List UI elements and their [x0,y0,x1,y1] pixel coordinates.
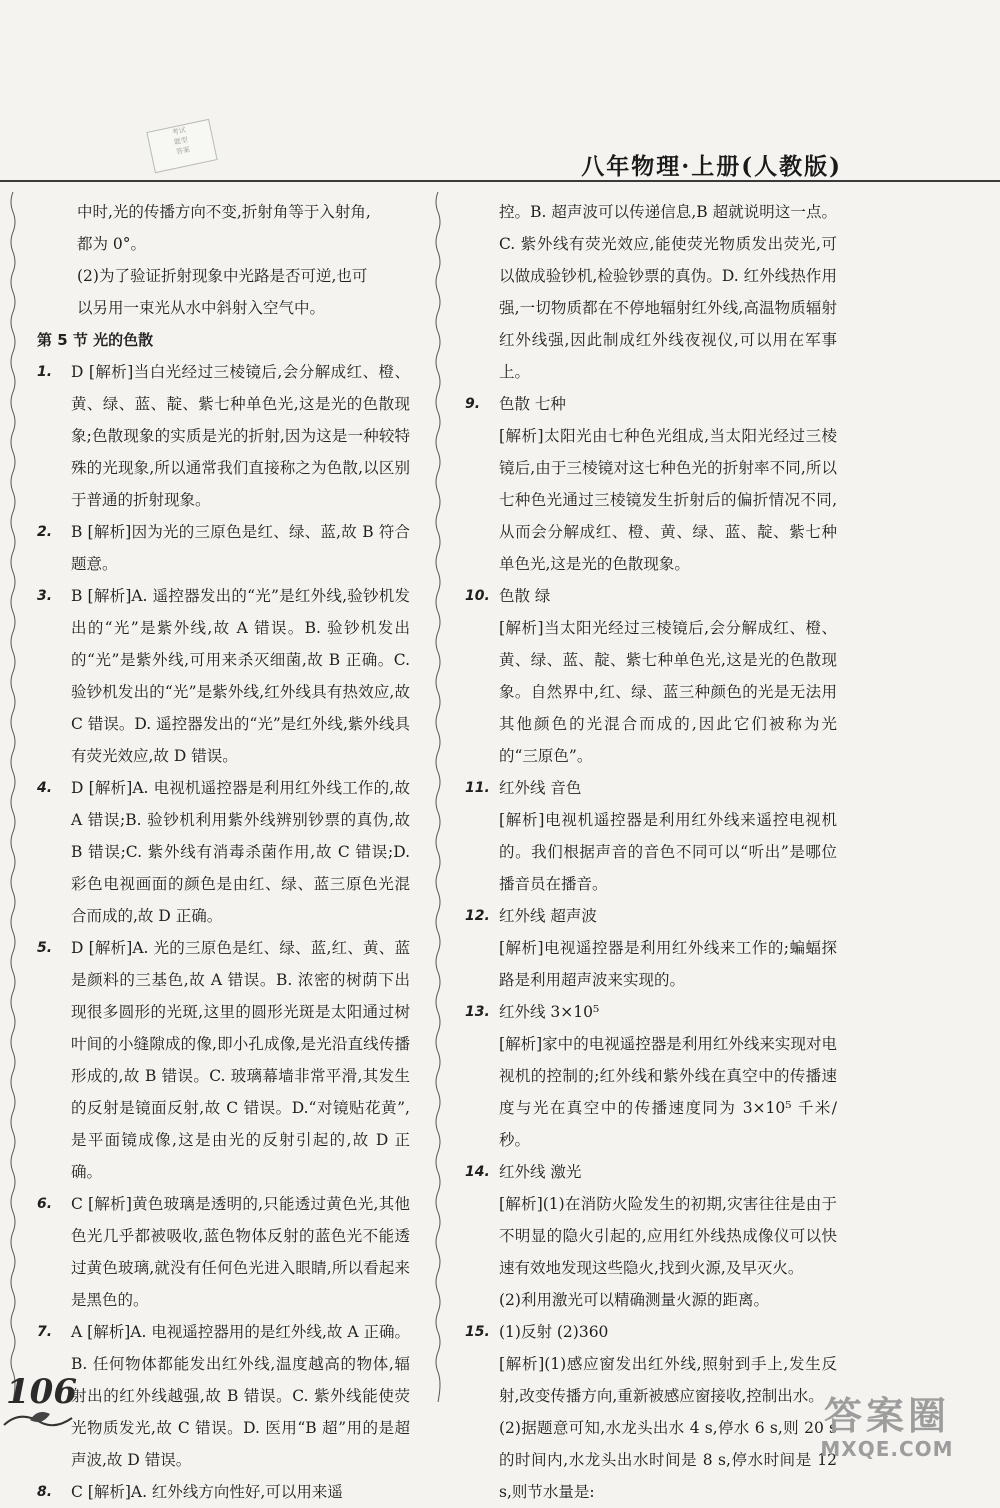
analysis-text: [解析]当太阳光经过三棱镜后,会分解成红、橙、黄、绿、蓝、靛、紫七种单色光,这是光的色散现象。自然界中,红、绿、蓝三种颜色的光是无法用其他颜色的光混合而成的,因此它们被称为光的“三原色”。 [499,619,837,765]
answer-short: 色散 绿 [499,587,551,605]
answer-text: D [解析]当白光经过三棱镜后,会分解成红、橙、黄、绿、蓝、靛、紫七种单色光,这是光的色散现象;色散现象的实质是光的折射,因为这是一种较特殊的光现象,所以通常我们直接称之为色散,以区别于普通的折射现象。 [71,363,410,509]
answer-number: 2. [37,524,53,540]
answer-item [37,932,410,1188]
answer-number: 9. [465,396,481,412]
analysis-text: (2)利用激光可以精确测量火源的距离。 [499,1291,769,1309]
answer-item [465,900,837,932]
middle-wavy-divider [433,192,443,1402]
answer-short: 红外线 音色 [499,779,582,797]
continued-text-line: (2)为了验证折射现象中光路是否可逆,也可 [77,267,368,285]
analysis-text: [解析]太阳光由七种色光组成,当太阳光经过三棱镜后,由于三棱镜对这七种色光的折射率不同,所以七种色光通过三棱镜发生折射后的偏折情况不同,从而会分解成红、橙、黄、绿、蓝、靛、紫七种单色光,这是光的色散现象。 [499,427,837,573]
answer-number: 5. [37,940,53,956]
answer-item [37,516,410,580]
analysis-text: (2)据题意可知,水龙头出水 4 s,停水 6 s,则 20 s 的时间内,水龙头出水时间是 8 s,停水时间是 12 s,则节水量是: [499,1419,837,1501]
answer-number: 3. [37,588,53,604]
answer-text: D [解析]A. 电视机遥控器是利用红外线工作的,故 A 错误;B. 验钞机利用紫外线辨别钞票的真伪,故 B 错误;C. 紫外线有消毒杀菌作用,故 C 错误;D. 彩色电视画面的颜色是由红、绿、蓝三原色光混合而成的,故 D 正确。 [71,779,410,925]
answer-short: 红外线 激光 [499,1163,582,1181]
answer-item [37,1188,410,1316]
watermark-logo [792,1395,982,1465]
continued-text-line: 以另用一束光从水中斜射入空气中。 [77,299,326,317]
continued-paragraph: 控。B. 超声波可以传递信息,B 超就说明这一点。C. 紫外线有荧光效应,能使荧光物质发出荧光,可以做成验钞机,检验钞票的真伪。D. 红外线热作用强,一切物质都在不停地辐射红外线,高温物质辐射红外线强,因此制成红外线夜视仪,可以用在军事上。 [499,203,837,381]
answer-item [37,580,410,772]
answer-number: 7. [37,1324,53,1340]
answer-item [465,388,837,420]
answer-text: B [解析]因为光的三原色是红、绿、蓝,故 B 符合题意。 [71,523,410,573]
answer-number: 14. [465,1164,490,1180]
right-column [465,196,837,1508]
answer-text: B [解析]A. 遥控器发出的“光”是红外线,验钞机发出的“光”是紫外线,故 A 错误。B. 验钞机发出的“光”是紫外线,可用来杀灭细菌,故 B 正确。C. 验钞机发出的“光”是紫外线,红外线具有热效应,故 C 错误。D. 遥控器发出的“光”是红外线,紫外线具有荧光效应,故 D 错误。 [71,587,410,765]
answer-number: 6. [37,1196,53,1212]
section-title: 第 5 节 光的色散 [37,331,154,349]
analysis-text: [解析]家中的电视遥控器是利用红外线来实现对电视机的控制的;红外线和紫外线在真空中的传播速度与光在真空中的传播速度同为 3×10⁵ 千米/秒。 [499,1035,837,1149]
answer-number: 13. [465,1004,490,1020]
answer-text: A [解析]A. 电视遥控器用的是红外线,故 A 正确。B. 任何物体都能发出红外线,温度越高的物体,辐射出的红外线越强,故 B 错误。C. 紫外线能使荧光物质发光,故 C 错误。D. 医用“B 超”用的是超声波,故 D 错误。 [71,1323,410,1469]
left-wavy-border [8,192,18,1402]
answer-number: 12. [465,908,490,924]
analysis-text: [解析](1)在消防火险发生的初期,灾害往往是由于不明显的隐火引起的,应用红外线热成像仪可以快速有效地发现这些隐火,找到火源,及早灭火。 [499,1195,837,1277]
answer-item [37,772,410,932]
answer-short: 色散 七种 [499,395,566,413]
answer-item [465,772,837,804]
header-rule [0,180,1000,182]
stamp-graphic: 考试 题型 答案 [146,119,217,173]
answer-short: 红外线 超声波 [499,907,597,925]
answer-number: 11. [465,780,490,796]
answer-number: 4. [37,780,53,796]
answer-item [37,356,410,516]
answer-number: 10. [465,588,490,604]
watermark-url: MXQE.COM [820,1437,954,1461]
page-header-title: 八年物理·上册(人教版) [581,153,842,180]
page-number [0,1370,80,1440]
continued-text-line: 都为 0°。 [77,235,147,253]
answer-item [465,1156,837,1188]
answer-text: C [解析]A. 红外线方向性好,可以用来遥 [71,1483,343,1501]
answer-item [465,996,837,1028]
answer-text: C [解析]黄色玻璃是透明的,只能透过黄色光,其他色光几乎都被吸收,蓝色物体反射的蓝色光不能透过黄色玻璃,就没有任何色光进入眼睛,所以看起来是黑色的。 [71,1195,410,1309]
answer-short: (1)反射 (2)360 [499,1323,609,1341]
left-column [37,196,410,1508]
answer-item [465,580,837,612]
answer-item [37,1476,410,1508]
answer-number: 8. [37,1484,53,1500]
answer-text: D [解析]A. 光的三原色是红、绿、蓝,红、黄、蓝是颜料的三基色,故 A 错误。B. 浓密的树荫下出现很多圆形的光斑,这里的圆形光斑是太阳通过树叶间的小缝隙成的像,即小孔成像,是光沿直线传播形成的,故 B 错误。C. 玻璃幕墙非常平滑,其发生的反射是镜面反射,故 C 错误。D.“对镜贴花黄”,是平面镜成像,这是由光的反射引起的,故 D 正确。 [71,939,410,1181]
answer-number: 15. [465,1324,490,1340]
analysis-text: [解析]电视遥控器是利用红外线来工作的;蝙蝠探路是利用超声波来实现的。 [499,939,837,989]
answer-number: 1. [37,364,53,380]
answer-short: 红外线 3×10⁵ [499,1003,600,1021]
answer-item [465,1316,837,1348]
answer-item [37,1316,410,1476]
analysis-text: [解析](1)感应窗发出红外线,照射到手上,发生反射,改变传播方向,重新被感应窗接收,控制出水。 [499,1355,837,1405]
continued-text-line: 中时,光的传播方向不变,折射角等于入射角, [77,203,371,221]
watermark-text: 答案圈 [823,1394,950,1438]
analysis-text: [解析]电视机遥控器是利用红外线来遥控电视机的。我们根据声音的音色不同可以“听出”是哪位播音员在播音。 [499,811,837,893]
page-number-text: 106 [6,1372,77,1412]
